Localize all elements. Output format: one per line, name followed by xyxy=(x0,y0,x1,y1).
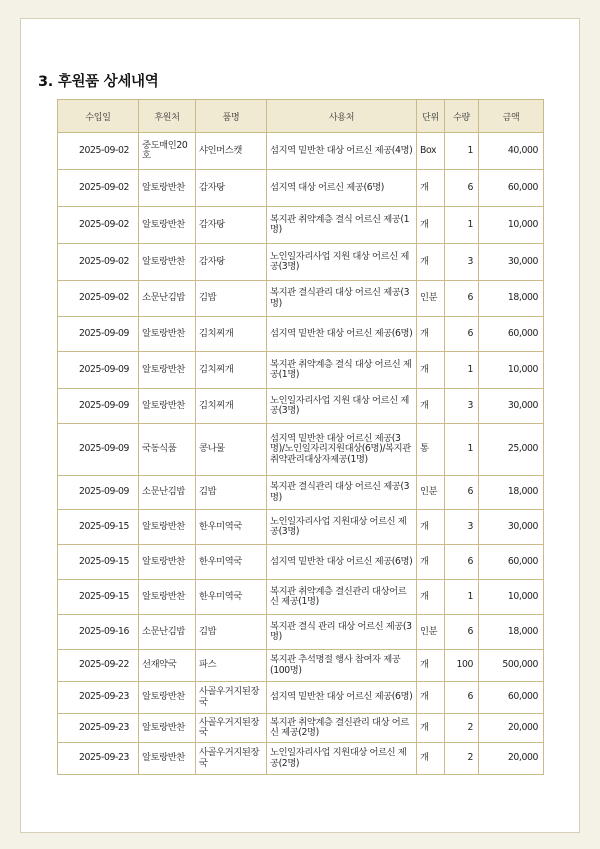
cell-quantity: 6 xyxy=(445,170,479,207)
cell-item: 한우미역국 xyxy=(196,510,267,545)
cell-quantity: 1 xyxy=(445,580,479,615)
cell-amount: 30,000 xyxy=(479,389,544,424)
cell-date: 2025-09-09 xyxy=(58,352,139,389)
cell-donor: 알토랑반찬 xyxy=(139,545,196,580)
cell-date: 2025-09-23 xyxy=(58,714,139,743)
cell-item: 감자탕 xyxy=(196,170,267,207)
cell-item: 파스 xyxy=(196,650,267,682)
cell-donor: 알토랑반찬 xyxy=(139,389,196,424)
header-unit: 단위 xyxy=(417,100,445,133)
cell-usage: 섬지역 밑반찬 대상 어르신 제공(6명) xyxy=(267,682,417,714)
header-item: 품명 xyxy=(196,100,267,133)
cell-item: 콩나물 xyxy=(196,424,267,476)
cell-amount: 30,000 xyxy=(479,510,544,545)
cell-quantity: 1 xyxy=(445,133,479,170)
header-amount: 금액 xyxy=(479,100,544,133)
table-row xyxy=(58,424,544,476)
header-usage: 사용처 xyxy=(267,100,417,133)
cell-item: 김밥 xyxy=(196,281,267,317)
table-row xyxy=(58,650,544,682)
cell-donor: 소문난김밥 xyxy=(139,615,196,650)
cell-date: 2025-09-09 xyxy=(58,317,139,352)
cell-quantity: 2 xyxy=(445,714,479,743)
cell-donor: 국동식품 xyxy=(139,424,196,476)
cell-usage: 섬지역 밑반찬 대상 어르신 제공(6명) xyxy=(267,545,417,580)
cell-amount: 500,000 xyxy=(479,650,544,682)
cell-quantity: 3 xyxy=(445,389,479,424)
cell-date: 2025-09-09 xyxy=(58,389,139,424)
cell-date: 2025-09-15 xyxy=(58,580,139,615)
cell-quantity: 6 xyxy=(445,317,479,352)
table-row xyxy=(58,352,544,389)
cell-quantity: 6 xyxy=(445,281,479,317)
header-donor: 후원처 xyxy=(139,100,196,133)
cell-amount: 60,000 xyxy=(479,545,544,580)
table-row xyxy=(58,244,544,281)
cell-item: 김밥 xyxy=(196,476,267,510)
cell-quantity: 6 xyxy=(445,682,479,714)
cell-unit: 개 xyxy=(417,682,445,714)
cell-unit: 인분 xyxy=(417,615,445,650)
table-row xyxy=(58,545,544,580)
cell-usage: 섬지역 밑반찬 대상 어르신 제공(6명) xyxy=(267,317,417,352)
cell-quantity: 6 xyxy=(445,615,479,650)
table-row xyxy=(58,615,544,650)
cell-amount: 10,000 xyxy=(479,207,544,244)
cell-unit: 개 xyxy=(417,352,445,389)
cell-unit: 개 xyxy=(417,714,445,743)
cell-quantity: 1 xyxy=(445,352,479,389)
cell-unit: 개 xyxy=(417,580,445,615)
table-row xyxy=(58,281,544,317)
cell-item: 김밥 xyxy=(196,615,267,650)
cell-donor: 알토랑반찬 xyxy=(139,714,196,743)
table-body xyxy=(58,133,544,775)
table-header-row xyxy=(58,100,544,133)
cell-usage: 복지관 결식관리 대상 어르신 제공(3명) xyxy=(267,281,417,317)
cell-donor: 선재약국 xyxy=(139,650,196,682)
table-row xyxy=(58,170,544,207)
cell-usage: 복지관 결식 관리 대상 어르신 제공(3명) xyxy=(267,615,417,650)
cell-amount: 10,000 xyxy=(479,352,544,389)
cell-unit: 개 xyxy=(417,650,445,682)
cell-amount: 60,000 xyxy=(479,170,544,207)
cell-item: 한우미역국 xyxy=(196,545,267,580)
cell-date: 2025-09-02 xyxy=(58,281,139,317)
cell-unit: 인분 xyxy=(417,476,445,510)
cell-unit: 개 xyxy=(417,244,445,281)
cell-amount: 10,000 xyxy=(479,580,544,615)
cell-unit: 개 xyxy=(417,545,445,580)
cell-quantity: 3 xyxy=(445,244,479,281)
cell-date: 2025-09-09 xyxy=(58,424,139,476)
cell-item: 감자탕 xyxy=(196,207,267,244)
cell-date: 2025-09-02 xyxy=(58,207,139,244)
cell-amount: 30,000 xyxy=(479,244,544,281)
donation-table xyxy=(57,99,544,775)
cell-unit: 개 xyxy=(417,317,445,352)
cell-donor: 알토랑반찬 xyxy=(139,244,196,281)
cell-date: 2025-09-15 xyxy=(58,545,139,580)
cell-item: 김치찌개 xyxy=(196,317,267,352)
cell-unit: 통 xyxy=(417,424,445,476)
cell-donor: 알토랑반찬 xyxy=(139,743,196,775)
cell-item: 샤인머스캣 xyxy=(196,133,267,170)
cell-usage: 복지관 추석명절 행사 참여자 제공(100명) xyxy=(267,650,417,682)
cell-amount: 20,000 xyxy=(479,714,544,743)
table-row xyxy=(58,133,544,170)
table-row xyxy=(58,682,544,714)
table-row xyxy=(58,476,544,510)
cell-date: 2025-09-23 xyxy=(58,682,139,714)
cell-usage: 노인일자리사업 지원 대상 어르신 제공(3명) xyxy=(267,389,417,424)
cell-usage: 복지관 취약계층 결식 대상 어르신 제공(1명) xyxy=(267,352,417,389)
cell-usage: 섬지역 밑반찬 대상 어르신 제공(4명) xyxy=(267,133,417,170)
cell-quantity: 3 xyxy=(445,510,479,545)
cell-donor: 중도매인20호 xyxy=(139,133,196,170)
cell-date: 2025-09-02 xyxy=(58,133,139,170)
table-row xyxy=(58,580,544,615)
cell-item: 감자탕 xyxy=(196,244,267,281)
table-row xyxy=(58,510,544,545)
cell-usage: 노인일자리사업 지원대상 어르신 제공(2명) xyxy=(267,743,417,775)
cell-date: 2025-09-16 xyxy=(58,615,139,650)
cell-quantity: 100 xyxy=(445,650,479,682)
cell-amount: 18,000 xyxy=(479,281,544,317)
cell-quantity: 1 xyxy=(445,207,479,244)
cell-amount: 25,000 xyxy=(479,424,544,476)
cell-date: 2025-09-02 xyxy=(58,244,139,281)
cell-donor: 알토랑반찬 xyxy=(139,170,196,207)
donation-table-wrapper xyxy=(57,99,543,775)
cell-unit: 인분 xyxy=(417,281,445,317)
table-row xyxy=(58,714,544,743)
cell-usage: 복지관 취약계층 결신관리 대상어르신 제공(1명) xyxy=(267,580,417,615)
table-row xyxy=(58,743,544,775)
cell-unit: 개 xyxy=(417,170,445,207)
cell-usage: 복지관 취약계층 결식 어르신 제공(1명) xyxy=(267,207,417,244)
cell-usage: 노인일자리사업 지원대상 어르신 제공(3명) xyxy=(267,510,417,545)
cell-amount: 18,000 xyxy=(479,615,544,650)
cell-amount: 40,000 xyxy=(479,133,544,170)
cell-amount: 20,000 xyxy=(479,743,544,775)
table-row xyxy=(58,317,544,352)
cell-unit: 개 xyxy=(417,389,445,424)
table-row xyxy=(58,389,544,424)
cell-item: 김치찌개 xyxy=(196,389,267,424)
cell-amount: 60,000 xyxy=(479,682,544,714)
cell-donor: 알토랑반찬 xyxy=(139,682,196,714)
cell-quantity: 2 xyxy=(445,743,479,775)
cell-date: 2025-09-09 xyxy=(58,476,139,510)
cell-usage: 복지관 결식관리 대상 어르신 제공(3명) xyxy=(267,476,417,510)
cell-item: 사골우거지된장국 xyxy=(196,682,267,714)
cell-donor: 소문난김밥 xyxy=(139,476,196,510)
cell-usage: 섬지역 대상 어르신 제공(6명) xyxy=(267,170,417,207)
cell-date: 2025-09-15 xyxy=(58,510,139,545)
cell-amount: 60,000 xyxy=(479,317,544,352)
cell-date: 2025-09-02 xyxy=(58,170,139,207)
table-row xyxy=(58,207,544,244)
cell-unit: 개 xyxy=(417,743,445,775)
cell-usage: 복지관 취약계층 결신관리 대상 어르신 제공(2명) xyxy=(267,714,417,743)
cell-donor: 알토랑반찬 xyxy=(139,352,196,389)
cell-amount: 18,000 xyxy=(479,476,544,510)
cell-quantity: 6 xyxy=(445,476,479,510)
cell-donor: 소문난김밥 xyxy=(139,281,196,317)
cell-donor: 알토랑반찬 xyxy=(139,207,196,244)
cell-item: 김치찌개 xyxy=(196,352,267,389)
cell-donor: 알토랑반찬 xyxy=(139,510,196,545)
cell-item: 사골우거지된장국 xyxy=(196,714,267,743)
cell-item: 사골우거지된장국 xyxy=(196,743,267,775)
cell-usage: 섬지역 밑반찬 대상 어르신 제공(3명)/노인일자리지원대상(6명)/복지관 취약관리대상자제공(1명) xyxy=(267,424,417,476)
cell-unit: 개 xyxy=(417,207,445,244)
header-date: 수입일 xyxy=(58,100,139,133)
cell-quantity: 6 xyxy=(445,545,479,580)
cell-unit: 개 xyxy=(417,510,445,545)
cell-quantity: 1 xyxy=(445,424,479,476)
cell-usage: 노인일자리사업 지원 대상 어르신 제공(3명) xyxy=(267,244,417,281)
cell-item: 한우미역국 xyxy=(196,580,267,615)
cell-date: 2025-09-23 xyxy=(58,743,139,775)
section-title: 3. 후원품 상세내역 xyxy=(38,74,159,90)
cell-unit: Box xyxy=(417,133,445,170)
cell-donor: 알토랑반찬 xyxy=(139,317,196,352)
cell-date: 2025-09-22 xyxy=(58,650,139,682)
cell-donor: 알토랑반찬 xyxy=(139,580,196,615)
header-quantity: 수량 xyxy=(445,100,479,133)
